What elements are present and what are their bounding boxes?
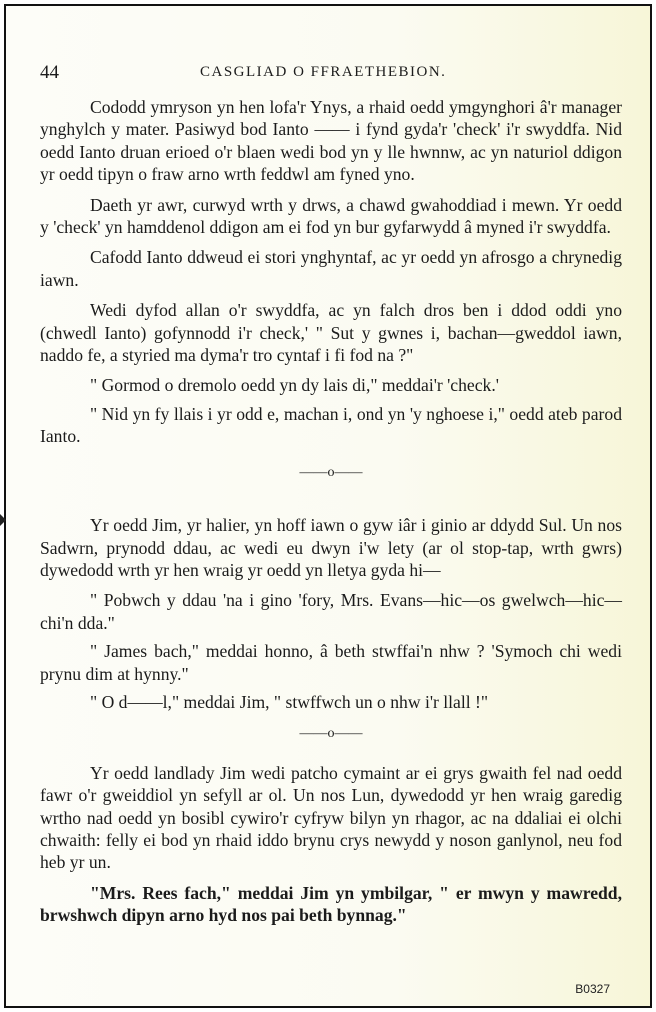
paragraph: Yr oedd Jim, yr halier, yn hoff iawn o gyw iâr i ginio ar ddydd Sul. Un nos Sadwrn, prynodd ddau, ac wedi eu dwyn i'w lety (ar ol stop-tap, wrth gwrs) dywedodd wrth yr hen wraig yr oedd yn lletya gyda hi— [40, 515, 622, 580]
paragraph: Cododd ymryson yn hen lofa'r Ynys, a rhaid oedd ymgynghori â'r manager ynghylch y mater. Pasiwyd bod Ianto —— i fynd gyda'r 'check' i'r swyddfa. Nid oedd Ianto druan erioed o'r blaen wedi bod yn y lle hwnnw, ac yn naturiol ddigon yr oedd tipyn o fraw arno wrth feddwl am fyned yno. [40, 97, 622, 185]
paragraph: Daeth yr awr, curwyd wrth y drws, a chawd gwahoddiad i mewn. Yr oedd y 'check' yn hamddenol ddigon am ei fod yn bur gyfarwydd â myned i'r swyddfa. [40, 194, 622, 238]
paragraph: Yr oedd landlady Jim wedi patcho cymaint ar ei grys gwaith fel nad oedd fawr o'r gweiddiol yn sefyll ar ol. Un nos Lun, dywedodd yr hen wraig garedig wrtho nad oedd yn bosibl cywiro'r cyfryw bilyn yn rhagor, ac na ddaliai ei olchi chwaith: felly ei bod yn rhaid iddo brynu crys newydd y noson ganlynol, neu fod heb yr un. [40, 762, 622, 873]
page-frame [4, 4, 652, 1008]
paragraph: Wedi dyfod allan o'r swyddfa, ac yn falch dros ben i ddod oddi yno (chwedl Ianto) gofynnodd i'r check,' " Sut y gwnes i, bachan—gweddol iawn, naddo fe, a styried ma dyma'r tro cyntaf i fi fod na ?" [40, 300, 622, 366]
paragraph: " Nid yn fy llais i yr odd e, machan i, ond yn 'y nghoese i," oedd ateb parod Ianto. [40, 403, 622, 447]
paragraph: Cafodd Ianto ddweud ei stori ynghyntaf, ac yr oedd yn afrosgo a chrynedig iawn. [40, 247, 622, 290]
section-divider: ——o—— [299, 726, 363, 742]
section-divider: ——o—— [299, 464, 363, 480]
archive-code: B0327 [575, 982, 610, 996]
paragraph: " James bach," meddai honno, â beth stwffai'n nhw ? 'Symoch chi wedi prynu dim at hynny." [40, 641, 622, 684]
paragraph: " Pobwch y ddau 'na i gino 'fory, Mrs. Evans—hic—os gwelwch—hic—chi'n dda." [40, 590, 622, 633]
running-head: CASGLIAD O FFRAETHEBION. [200, 64, 447, 80]
binding-mark [0, 514, 6, 526]
paragraph: " O d——l," meddai Jim, " stwffwch un o nhw i'r llall !" [90, 691, 489, 712]
body-text [40, 96, 622, 935]
page-number: 44 [40, 62, 59, 83]
paragraph: " Gormod o dremolo oedd yn dy lais di," meddai'r 'check.' [90, 375, 499, 396]
paragraph: "Mrs. Rees fach," meddai Jim yn ymbilgar, " er mwyn y mawredd, brwshwch dipyn arno hyd nos pai beth bynnag." [40, 882, 622, 926]
page-header [40, 62, 590, 86]
